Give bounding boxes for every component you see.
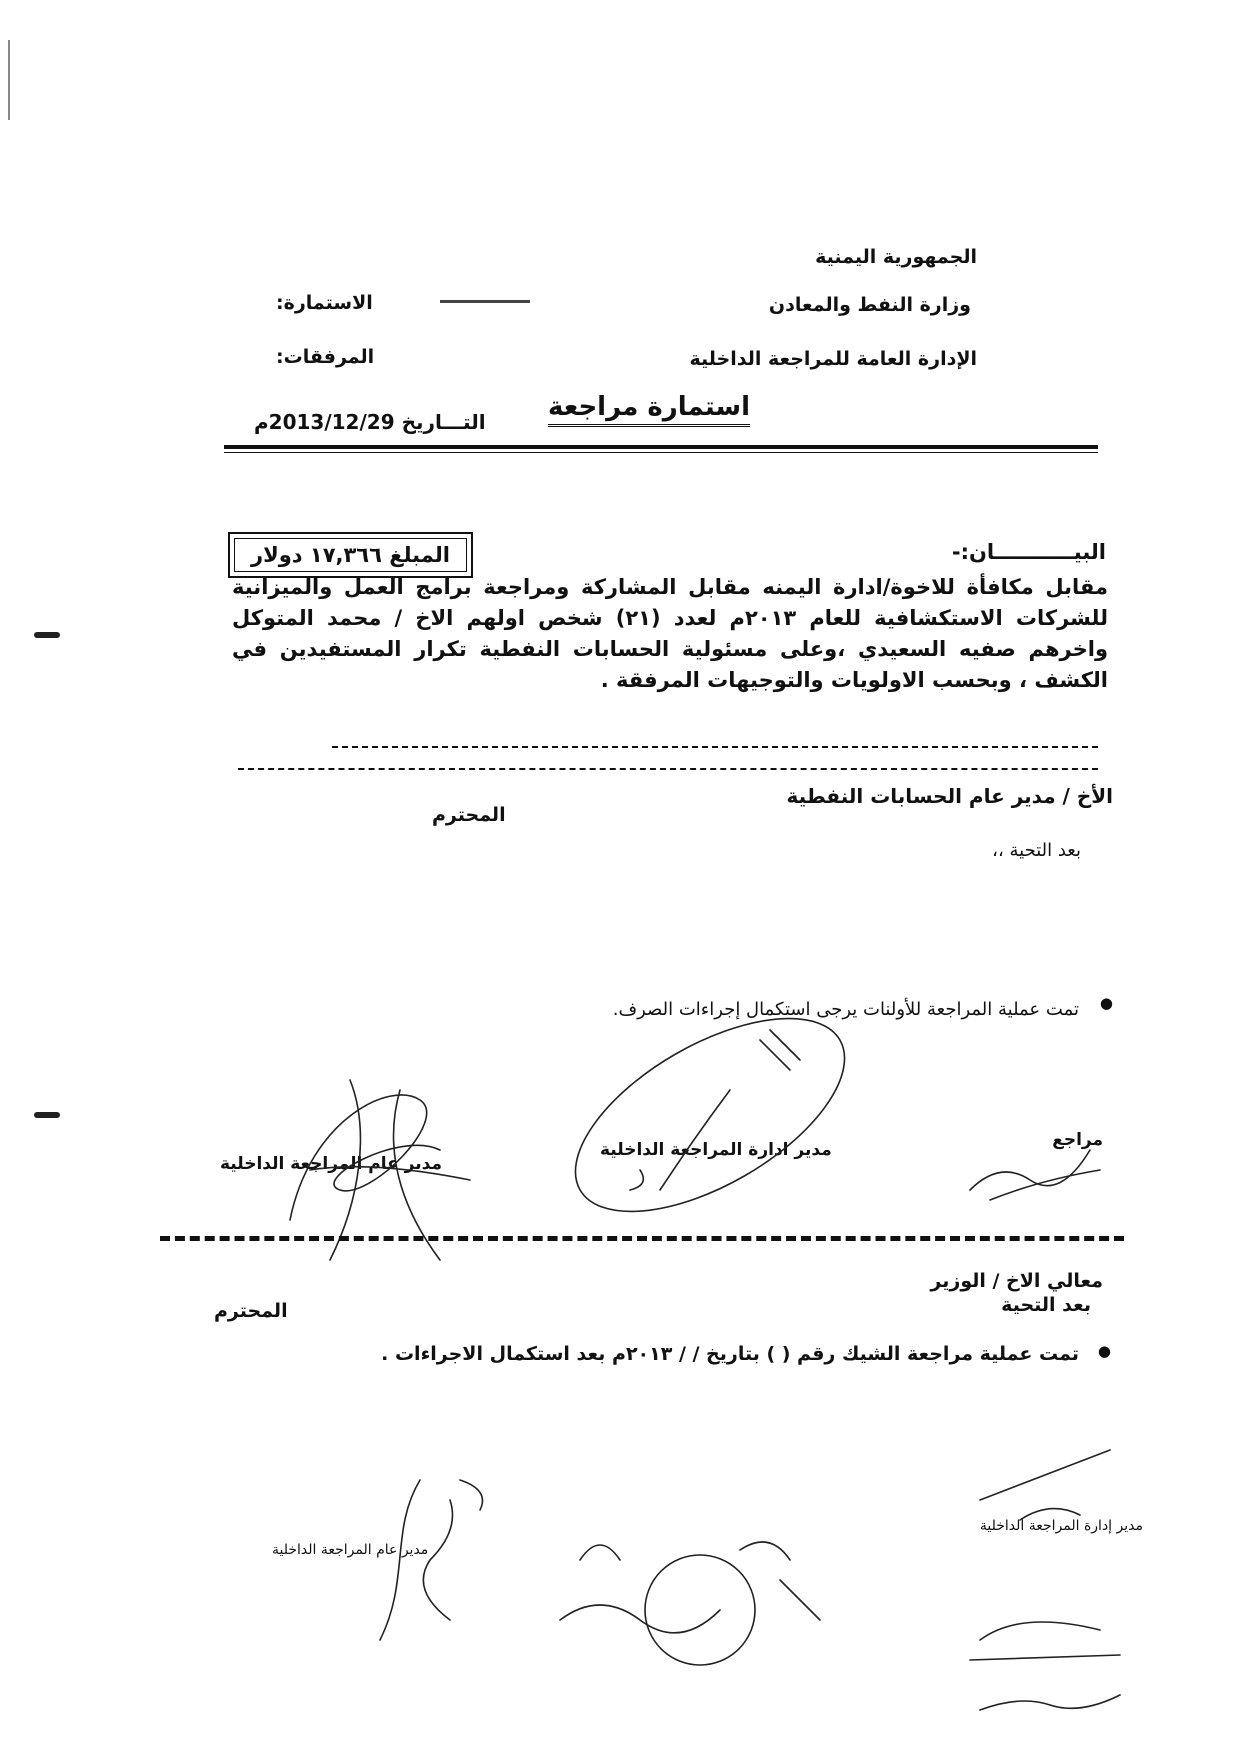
memo1-greeting: بعد التحية ،، [992,840,1081,861]
statement-label: البيـــــــــــان:- [951,540,1106,564]
memo2-greeting: بعد التحية [1001,1294,1091,1316]
signature-minister-oval [540,1500,840,1670]
sig1-audit-general-manager: مدير عام المراجعة الداخلية [220,1154,442,1174]
statement-text: مقابل مكافأة للاخوة/ادارة اليمنه مقابل المشاركة ومراجعة برامج العمل والميزانية للشركات الاستكشافية للعام ٢٠١٣م لعدد (٢١) شخص اولهم الاخ / محمد المتوكل واخرهم صفيه السعيدي ،وعلى مسئولية الحسابات النفطية تكرار المستفيدين في الكشف ، وبحسب الاولويات والتوجيهات المرفقة . [232,575,1108,692]
form-number-label: الاستمارة: [276,292,373,314]
scan-artifact-left-edge [8,40,10,120]
separator-dashes-2 [238,768,1098,770]
bullet-dot-1: ● [1099,994,1113,1012]
amount-value: المبلغ ١٧,٣٦٦ دولار [234,538,467,572]
sig2-audit-dept-manager: مدير إدارة المراجعة الداخلية [979,1518,1143,1534]
ministry-name: وزارة النفط والمعادن [768,294,971,316]
country-name: الجمهورية اليمنية [815,246,977,268]
memo1-bullet: تمت عملية المراجعة للأولنات يرجى استكمال إجراءات الصرف. [612,999,1079,1020]
bullet-dot-2: ● [1097,1342,1111,1360]
form-date: التـــاريخ 2013/12/29م [254,410,486,434]
memo2-honorific: المحترم [214,1300,288,1322]
department-name: الإدارة العامة للمراجعة الداخلية [689,348,977,370]
sig1-audit-dept-manager: مدير ادارة المراجعة الداخلية [600,1140,832,1160]
signature-general-manager-2 [350,1470,510,1660]
memo2-bullet: تمت عملية مراجعة الشيك رقم ( ) بتاريخ / / ٢٠١٣م بعد استكمال الاجراءات . [381,1343,1079,1365]
memo1-honorific: المحترم [432,804,506,826]
attachments-label: المرفقات: [276,346,375,368]
header-rule-thick [224,445,1098,449]
memo2-addressee: معالي الاخ / الوزير [930,1270,1103,1292]
separator-dashes-1 [332,746,1098,748]
form-title: استمارة مراجعة [548,392,750,427]
sig2-audit-general-manager: مدير عام المراجعة الداخلية [272,1542,429,1558]
sig1-reviewer: مراجع [1052,1130,1103,1150]
scan-artifact-punch-2 [34,1112,60,1118]
header-rule-thin [224,452,1098,453]
handwritten-ref-number [960,1600,1130,1730]
signature-dept-manager-2 [960,1440,1130,1530]
signature-reviewer-scribble [960,1120,1120,1210]
scan-mark [440,300,530,303]
signature-oval-mark [560,1000,890,1220]
separator-heavy-dashes [160,1236,1124,1241]
scan-artifact-punch-1 [34,632,60,638]
memo1-addressee: الأخ / مدير عام الحسابات النفطية [786,784,1113,808]
